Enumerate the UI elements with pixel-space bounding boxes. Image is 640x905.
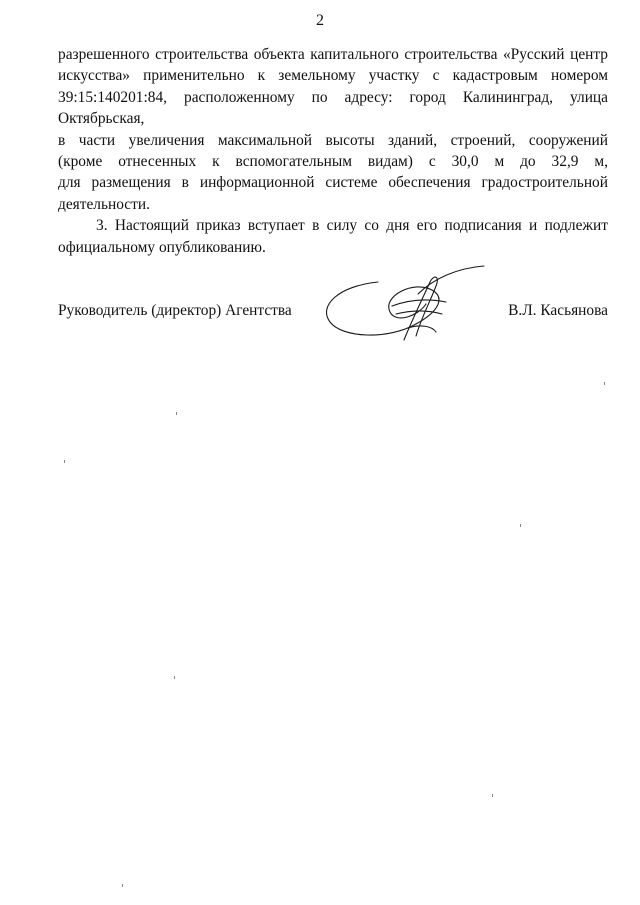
signatory-title: Руководитель (директор) Агентства	[58, 302, 292, 319]
scan-speck	[604, 382, 605, 385]
body-line: деятельности.	[58, 195, 150, 213]
scan-speck	[520, 524, 521, 527]
body-line: в части увеличения максимальной высоты зданий, строений, сооружений	[58, 131, 608, 149]
body-line: (кроме отнесенных к вспомогательным видам) с 30,0 м до 32,9 м,	[58, 153, 608, 171]
body-line: 39:15:140201:84, расположенному по адресу: город Калининград, улица Октябрьская,	[58, 88, 608, 128]
body-line: разрешенного строительства объекта капитального строительства «Русский центр	[58, 46, 608, 63]
scan-speck	[122, 884, 123, 887]
page-number: 2	[316, 12, 324, 29]
scan-speck	[64, 460, 65, 463]
scan-speck	[176, 412, 177, 415]
body-line: для размещения в информационной системе обеспечения градостроительной	[58, 174, 608, 192]
body-line: искусства» применительно к земельному участку с кадастровым номером	[58, 67, 608, 85]
scan-speck	[174, 676, 175, 679]
clause-3-line: 3. Настоящий приказ вступает в силу со дня его подписания и подлежит	[96, 217, 608, 235]
signatory-name: В.Л. Касьянова	[508, 302, 608, 319]
clause-3-line: официальному опубликованию.	[58, 238, 266, 256]
handwritten-signature	[308, 254, 498, 354]
scan-speck	[492, 794, 493, 797]
document-body	[58, 44, 608, 258]
